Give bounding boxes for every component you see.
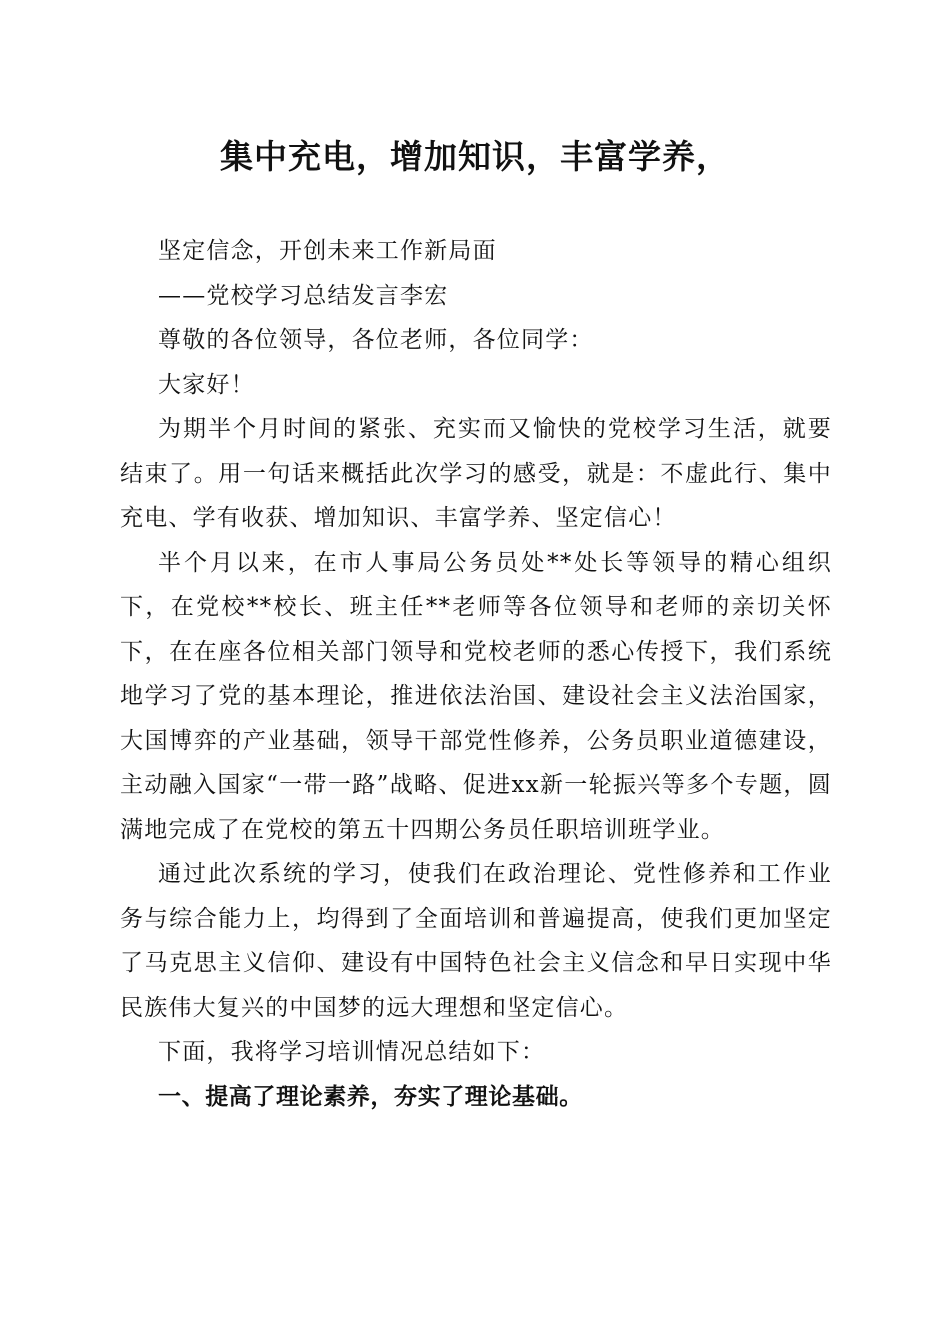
document-subtitle: 坚定信念，开创未来工作新局面 (158, 238, 497, 264)
paragraph-outcomes: 通过此次系统的学习，使我们在政治理论、党性修养和工作业务与综合能力上，均得到了全面培训和普遍提高，使我们更加坚定了马克思主义信仰、建设有中国特色社会主义信念和早日实现中华民族伟大复兴的中国梦的远大理想和坚定信心。 (120, 861, 832, 1021)
greeting: 大家好！ (158, 371, 255, 398)
paragraph-intro: 为期半个月时间的紧张、充实而又愉快的党校学习生活，就要结束了。用一句话来概括此次学习的感受，就是：不虚此行、集中充电、学有收获、增加知识、丰富学养、坚定信心！ (120, 416, 832, 531)
salutation: 尊敬的各位领导，各位老师，各位同学： (158, 327, 594, 353)
document-title: 集中充电，增加知识，丰富学养， (220, 137, 730, 176)
section-heading: 一、提高了理论素养，夯实了理论基础。 (158, 1083, 583, 1110)
document-byline: ——党校学习总结发言李宏 (158, 282, 449, 309)
paragraph-summary-lead: 下面，我将学习培训情况总结如下： (158, 1039, 546, 1065)
paragraph-study-content: 半个月以来，在市人事局公务员处**处长等领导的精心组织下，在党校**校长、班主任**老师等各位领导和老师的亲切关怀下，在在座各位相关部门领导和党校老师的悉心传授下，我们系统地学习了党的基本理论，推进依法治国、建设社会主义法治国家，大国博弈的产业基础，领导干部党性修养，公务员职业道德建设，主动融入国家“一带一路”战略、促进xx新一轮振兴等多个专题，圆满地完成了在党校的第五十四期公务员任职培训班学业。 (120, 549, 832, 843)
document-body (120, 229, 832, 1119)
